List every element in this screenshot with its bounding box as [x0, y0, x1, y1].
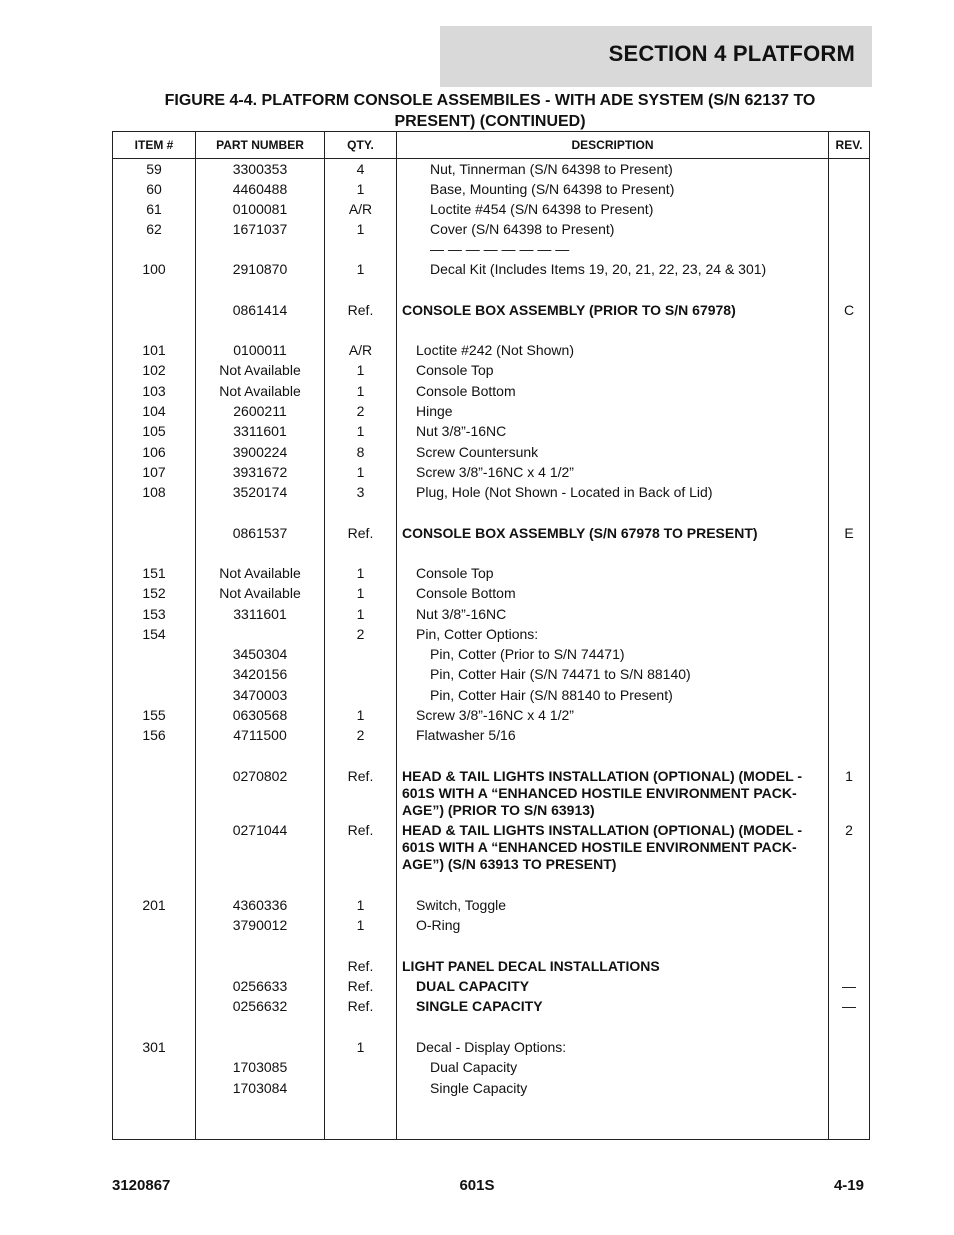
- part-number: 0100081: [232, 201, 288, 217]
- description: Nut, Tinnerman (S/N 64398 to Present): [430, 161, 673, 177]
- header-item: ITEM #: [134, 138, 174, 152]
- quantity: 1: [356, 221, 365, 237]
- column-divider: [396, 132, 397, 1139]
- description: Pin, Cotter Hair (S/N 88140 to Present): [430, 687, 673, 703]
- quantity: A/R: [348, 342, 373, 358]
- parts-table: [112, 131, 870, 1140]
- description: [402, 768, 822, 819]
- description: Loctite #454 (S/N 64398 to Present): [430, 201, 654, 217]
- item-number: 59: [146, 161, 162, 177]
- part-number: 4360336: [232, 897, 288, 913]
- quantity: 1: [356, 917, 365, 933]
- description: Nut 3/8”-16NC: [416, 606, 507, 622]
- description: Hinge: [416, 403, 453, 419]
- figure-title-line-1: FIGURE 4-4. PLATFORM CONSOLE ASSEMBILES - WITH ADE SYSTEM (S/N 62137 TO: [164, 92, 816, 109]
- quantity: 3: [356, 484, 365, 500]
- quantity: 1: [356, 464, 365, 480]
- revision: —: [842, 998, 856, 1014]
- quantity: 1: [356, 565, 365, 581]
- header-rev: REV.: [835, 138, 863, 152]
- footer-model: 601S: [459, 1177, 495, 1194]
- description: Pin, Cotter Hair (S/N 74471 to S/N 88140): [430, 666, 691, 682]
- header-part-number: PART NUMBER: [216, 138, 304, 152]
- item-number: 156: [142, 727, 166, 743]
- description: Decal Kit (Includes Items 19, 20, 21, 22, 23, 24 & 301): [430, 261, 767, 277]
- part-number: Not Available: [219, 383, 301, 399]
- footer-doc-number: 3120867: [112, 1177, 171, 1194]
- quantity: 1: [356, 606, 365, 622]
- quantity: 1: [356, 585, 365, 601]
- quantity: 1: [356, 1039, 365, 1055]
- quantity: Ref.: [347, 822, 374, 838]
- quantity: 2: [356, 403, 365, 419]
- quantity: 1: [356, 423, 365, 439]
- item-number: 108: [142, 484, 166, 500]
- part-number: 0861414: [232, 302, 288, 318]
- part-number: 3420156: [232, 666, 288, 682]
- description: SINGLE CAPACITY: [416, 998, 543, 1014]
- part-number: 0256633: [232, 978, 288, 994]
- part-number: 0271044: [232, 822, 288, 838]
- item-number: 103: [142, 383, 166, 399]
- section-header: [440, 26, 872, 87]
- section-title: SECTION 4 PLATFORM: [608, 41, 855, 66]
- item-number: 102: [142, 362, 166, 378]
- description: DUAL CAPACITY: [416, 978, 530, 994]
- description: Single Capacity: [430, 1080, 528, 1096]
- part-number: Not Available: [219, 585, 301, 601]
- part-number: Not Available: [219, 565, 301, 581]
- description: Screw 3/8”-16NC x 4 1/2”: [416, 707, 574, 723]
- description: Switch, Toggle: [416, 897, 507, 913]
- figure-title: [110, 90, 870, 132]
- item-number: 61: [146, 201, 162, 217]
- part-number: 3520174: [232, 484, 288, 500]
- description: Base, Mounting (S/N 64398 to Present): [430, 181, 675, 197]
- quantity: 8: [356, 444, 365, 460]
- figure-title-line-2: PRESENT) (CONTINUED): [394, 113, 586, 130]
- part-number: 3450304: [232, 646, 288, 662]
- part-number: 0861537: [232, 525, 288, 541]
- part-number: 0100011: [233, 342, 287, 358]
- description: Screw 3/8”-16NC x 4 1/2”: [416, 464, 574, 480]
- part-number: 0630568: [232, 707, 288, 723]
- item-number: 60: [146, 181, 162, 197]
- description: Console Bottom: [416, 383, 516, 399]
- description: Pin, Cotter Options:: [416, 626, 539, 642]
- description: Nut 3/8”-16NC: [416, 423, 507, 439]
- revision: C: [843, 302, 855, 318]
- quantity: Ref.: [347, 525, 374, 541]
- item-number: 155: [142, 707, 166, 723]
- item-number: 62: [146, 221, 162, 237]
- quantity: 4: [356, 161, 365, 177]
- description: Console Top: [416, 362, 494, 378]
- part-number: 3311601: [233, 606, 287, 622]
- quantity: 2: [356, 626, 365, 642]
- part-number: 1703085: [232, 1059, 288, 1075]
- description-line: HEAD & TAIL LIGHTS INSTALLATION (OPTIONAL) (MODEL -: [402, 768, 803, 784]
- item-number: 154: [142, 626, 166, 642]
- header-divider: [113, 158, 869, 159]
- description: Dual Capacity: [430, 1059, 518, 1075]
- description: Screw Countersunk: [416, 444, 539, 460]
- description-line: AGE”) (PRIOR TO S/N 63913): [402, 802, 595, 818]
- quantity: 1: [356, 383, 365, 399]
- description: O-Ring: [416, 917, 461, 933]
- item-number: 106: [142, 444, 166, 460]
- quantity: 1: [356, 897, 365, 913]
- description: Loctite #242 (Not Shown): [416, 342, 574, 358]
- item-number: 100: [142, 261, 166, 277]
- part-number: 1671037: [232, 221, 288, 237]
- description-line: HEAD & TAIL LIGHTS INSTALLATION (OPTIONAL) (MODEL -: [402, 822, 803, 838]
- quantity: 2: [356, 727, 365, 743]
- part-number: 3790012: [232, 917, 288, 933]
- quantity: 1: [356, 261, 365, 277]
- quantity: Ref.: [347, 768, 374, 784]
- revision: 1: [845, 768, 853, 784]
- part-number: 0256632: [232, 998, 288, 1014]
- description-line: 601S WITH A “ENHANCED HOSTILE ENVIRONMENT PACK-: [402, 839, 797, 855]
- revision: 2: [845, 822, 853, 838]
- revision: E: [844, 525, 854, 541]
- item-number: 301: [142, 1039, 166, 1055]
- quantity: 1: [356, 707, 365, 723]
- quantity: 1: [356, 181, 365, 197]
- description-line: AGE”) (S/N 63913 TO PRESENT): [402, 856, 617, 872]
- item-number: 153: [142, 606, 166, 622]
- quantity: Ref.: [347, 998, 374, 1014]
- description: Console Bottom: [416, 585, 516, 601]
- part-number: 4460488: [232, 181, 288, 197]
- header-qty: QTY.: [347, 138, 374, 152]
- part-number: Not Available: [219, 362, 301, 378]
- header-description: DESCRIPTION: [571, 138, 654, 152]
- description: Flatwasher 5/16: [416, 727, 516, 743]
- item-number: 152: [142, 585, 166, 601]
- quantity: A/R: [348, 201, 373, 217]
- description: Plug, Hole (Not Shown - Located in Back of Lid): [416, 484, 713, 500]
- quantity: 1: [356, 362, 365, 378]
- part-number: 2910870: [232, 261, 288, 277]
- part-number: 0270802: [232, 768, 288, 784]
- quantity: Ref.: [347, 978, 374, 994]
- description: Cover (S/N 64398 to Present): [430, 221, 615, 237]
- item-number: 105: [142, 423, 166, 439]
- description: CONSOLE BOX ASSEMBLY (S/N 67978 TO PRESENT): [402, 525, 758, 541]
- item-number: 101: [142, 342, 166, 358]
- part-number: 3311601: [233, 423, 287, 439]
- quantity: Ref.: [347, 958, 374, 974]
- item-number: 107: [142, 464, 166, 480]
- part-number: 3931672: [232, 464, 288, 480]
- footer-page-number: 4-19: [833, 1177, 864, 1194]
- description: Console Top: [416, 565, 494, 581]
- part-number: 3470003: [232, 687, 288, 703]
- part-number: 4711500: [233, 727, 287, 743]
- description: LIGHT PANEL DECAL INSTALLATIONS: [402, 958, 660, 974]
- description: Decal - Display Options:: [416, 1039, 567, 1055]
- part-number: 3900224: [232, 444, 288, 460]
- part-number: 3300353: [232, 161, 288, 177]
- item-number: 151: [142, 565, 166, 581]
- item-number: 104: [142, 403, 166, 419]
- description: Pin, Cotter (Prior to S/N 74471): [430, 646, 625, 662]
- quantity: Ref.: [347, 302, 374, 318]
- item-number: 201: [142, 897, 166, 913]
- revision: —: [842, 978, 856, 994]
- part-number: 1703084: [232, 1080, 288, 1096]
- description-line: 601S WITH A “ENHANCED HOSTILE ENVIRONMENT PACK-: [402, 785, 797, 801]
- description: CONSOLE BOX ASSEMBLY (PRIOR TO S/N 67978): [402, 302, 736, 318]
- part-number: 2600211: [233, 403, 287, 419]
- description: [402, 822, 822, 873]
- description: — — — — — — — —: [430, 241, 570, 257]
